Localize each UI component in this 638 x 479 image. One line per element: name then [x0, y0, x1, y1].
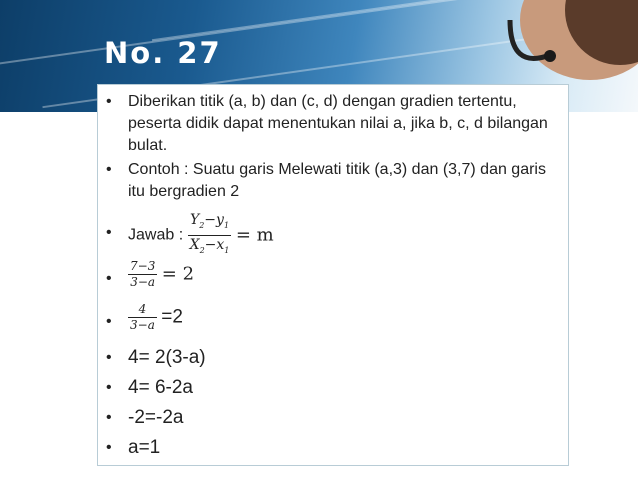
step2-equation — [128, 302, 558, 333]
list-item-text: Contoh : Suatu garis Melewati titik (a,3) dan (3,7) dan garis itu bergradien 2 — [128, 161, 546, 200]
content-box — [97, 84, 569, 466]
list-item-text: Diberikan titik (a, b) dan (c, d) dengan gradien tertentu, peserta didik dapat menentukan nilai a, jika b, c, d bilangan bulat. — [128, 93, 548, 154]
step1-denominator: 3−a — [130, 275, 156, 289]
formula-numerator: $Y_2-y_1$ — [188, 211, 232, 236]
bullet: • — [106, 93, 112, 110]
bullet: • — [106, 379, 112, 396]
gradient-formula-fraction — [188, 211, 232, 260]
bullet: • — [106, 161, 112, 178]
step1-rhs: = 2 — [161, 263, 195, 285]
formula-rhs: = m — [235, 224, 274, 246]
bullet: • — [106, 224, 112, 241]
answer-line — [128, 211, 558, 260]
list-item-text: 4= 2(3-a) — [128, 347, 206, 368]
list-item — [98, 211, 568, 255]
bullet: • — [106, 313, 112, 330]
list-item-text: -2=-2a — [128, 407, 184, 428]
list-item — [98, 259, 568, 299]
list-item-text: a=1 — [128, 437, 161, 458]
step2-denominator: 3−a — [130, 318, 155, 332]
step2-numerator: 4 — [128, 302, 157, 318]
formula-denominator: $X_2-x_1$ — [189, 236, 230, 255]
slide-title: No. 27 — [104, 36, 222, 70]
step2-rhs: =2 — [161, 306, 183, 328]
step1-equation — [128, 259, 558, 290]
step2-fraction — [128, 302, 157, 333]
bullet: • — [106, 349, 112, 366]
step1-numerator: 7−3 — [130, 259, 156, 273]
bullet: • — [106, 270, 112, 287]
bullet: • — [106, 439, 112, 456]
answer-label: Jawab : — [128, 226, 184, 244]
bullet: • — [106, 409, 112, 426]
list-item-text: 4= 6-2a — [128, 377, 193, 398]
step1-fraction — [128, 259, 157, 290]
list-item — [98, 302, 568, 342]
